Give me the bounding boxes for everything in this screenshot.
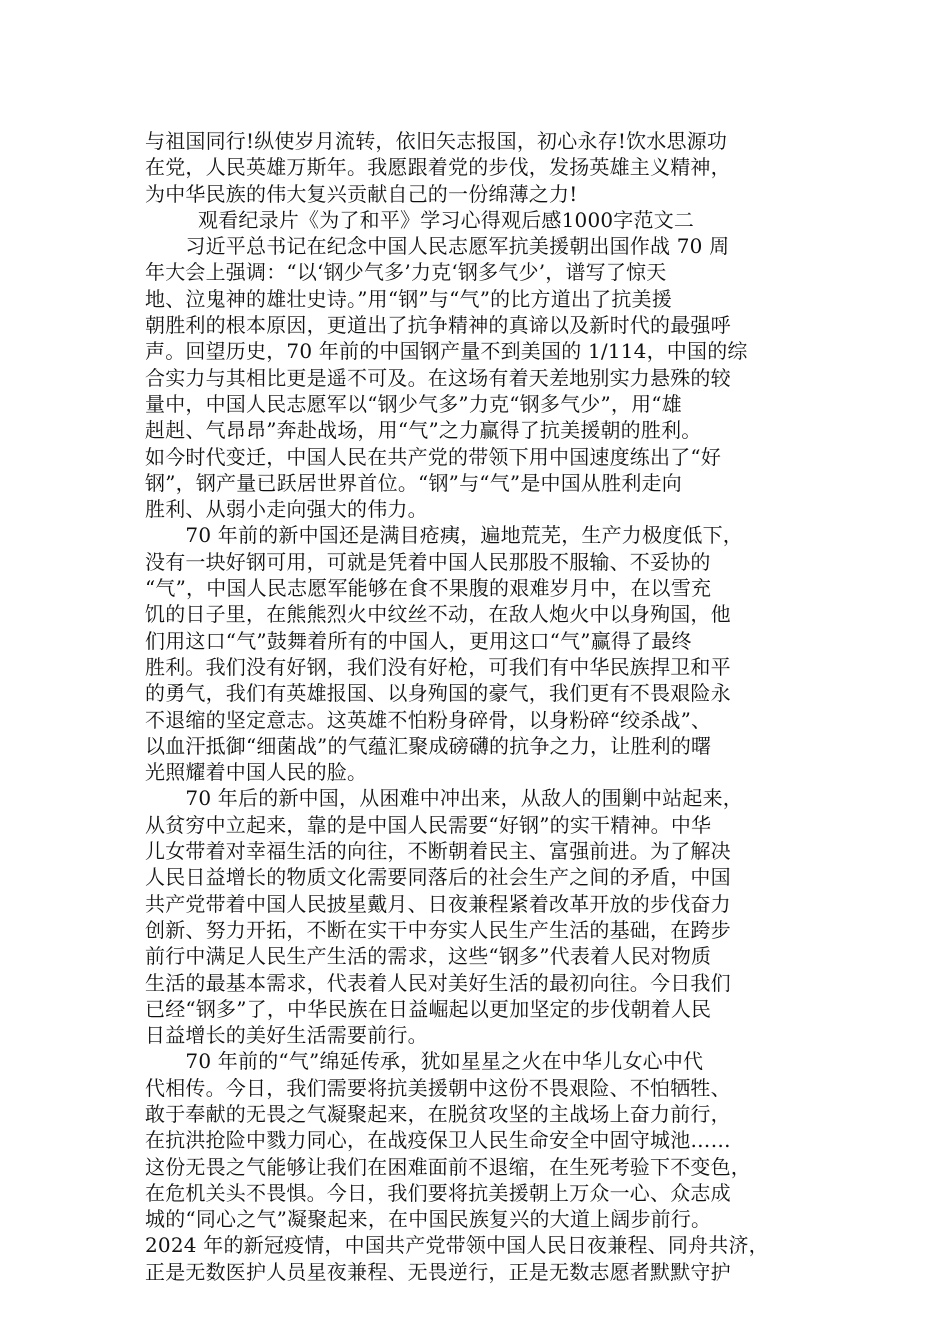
text-line: 70 年后的新中国，从困难中冲出来，从敌人的围剿中站起来， [145,786,744,811]
text-line: 在危机关头不畏惧。今日，我们要将抗美援朝上万众一心、众志成 [145,1180,731,1205]
text-line: 声。回望历史，70 年前的中国钢产量不到美国的 1/114，中国的综 [145,339,748,364]
text-line: 2024 年的新冠疫情，中国共产党带领中国人民日夜兼程、同舟共济， [145,1233,769,1258]
text-line: 如今时代变迁，中国人民在共产党的带领下用中国速度练出了“好 [145,444,722,469]
text-line: 胜利。我们没有好钢，我们没有好枪，可我们有中华民族捍卫和平 [145,654,731,679]
text-line: 城的“同心之气”凝聚起来，在中国民族复兴的大道上阔步前行。 [145,1207,712,1232]
text-line: 量中，中国人民志愿军以“钢少气多”力克“钢多气少”，用“雄 [145,391,682,416]
text-line: 们用这口“气”鼓舞着所有的中国人，更用这口“气”赢得了最终 [145,628,692,653]
text-line: 钢”，钢产量已跃居世界首位。“钢”与“气”是中国从胜利走向 [145,470,682,495]
text-line: 70 年前的“气”绵延传承，犹如星星之火在中华儿女心中代 [145,1049,704,1074]
text-line: 前行中满足人民生产生活的需求，这些“钢多”代表着人民对物质 [145,944,712,969]
text-line: 胜利、从弱小走向强大的伟力。 [145,497,428,522]
text-line: 70 年前的新中国还是满目疮痍，遍地荒芜，生产力极度低下， [145,523,744,548]
text-line: 合实力与其相比更是遥不可及。在这场有着天差地别实力悬殊的较 [145,365,731,390]
text-line: 敢于奉献的无畏之气凝聚起来，在脱贫攻坚的主战场上奋力前行， [145,1101,731,1126]
text-line: 代相传。今日，我们需要将抗美援朝中这份不畏艰险、不怕牺牲、 [145,1075,731,1100]
text-line: 年大会上强调：“以‘钢少气多’力克‘钢多气少’，谱写了惊天 [145,260,667,285]
text-line: 饥的日子里，在熊熊烈火中纹丝不动，在敌人炮火中以身殉国，他 [145,602,731,627]
text-line: 生活的最基本需求，代表着人民对美好生活的最初向往。今日我们 [145,970,731,995]
text-line: 这份无畏之气能够让我们在困难面前不退缩，在生死考验下不变色， [145,1154,751,1179]
text-line: 创新、努力开拓，不断在实干中夯实人民生产生活的基础，在跨步 [145,917,731,942]
body-text [145,233,807,1285]
text-line: 从贫穷中立起来，靠的是中国人民需要“好钢”的实干精神。中华 [145,812,712,837]
text-line: “气”，中国人民志愿军能够在食不果腹的艰难岁月中，在以雪充 [145,576,712,601]
text-line: 在抗洪抢险中戮力同心，在战疫保卫人民生命安全中固守城池…… [145,1128,731,1153]
text-line: 朝胜利的根本原因，更道出了抗争精神的真谛以及新时代的最强呼 [145,313,731,338]
text-line: 习近平总书记在纪念中国人民志愿军抗美援朝出国作战 70 周 [145,234,730,259]
text-line: 在党，人民英雄万斯年。我愿跟着党的步伐，发扬英雄主义精神， [145,155,731,180]
text-line: 地、泣鬼神的雄壮史诗。”用“钢”与“气”的比方道出了抗美援 [145,286,672,311]
text-line: 人民日益增长的物质文化需要同落后的社会生产之间的矛盾，中国 [145,865,731,890]
text-line: 赳赳、气昂昂”奔赴战场，用“气”之力赢得了抗美援朝的胜利。 [145,418,702,443]
text-line: 共产党带着中国人民披星戴月、日夜兼程紧着改革开放的步伐奋力 [145,891,731,916]
text-line: 已经“钢多”了，中华民族在日益崛起以更加坚定的步伐朝着人民 [145,996,712,1021]
text-line: 为中华民族的伟大复兴贡献自己的一份绵薄之力! [145,181,578,206]
text-line: 以血汗抵御“细菌战”的气蕴汇聚成磅礴的抗争之力，让胜利的曙 [145,733,712,758]
intro-paragraph [145,128,807,207]
text-line: 日益增长的美好生活需要前行。 [145,1023,428,1048]
text-line: 正是无数医护人员星夜兼程、无畏逆行，正是无数志愿者默默守护 [145,1259,731,1284]
text-line: 没有一块好钢可用，可就是凭着中国人民那股不服输、不妥协的 [145,549,711,574]
text-line: 的勇气，我们有英雄报国、以身殉国的豪气，我们更有不畏艰险永 [145,681,731,706]
text-line: 不退缩的坚定意志。这英雄不怕粉身碎骨，以身粉碎“绞杀战”、 [145,707,712,732]
text-line: 儿女带着对幸福生活的向往，不断朝着民主、富强前进。为了解决 [145,839,731,864]
section-subtitle: 观看纪录片《为了和平》学习心得观后感1000字范文二 [198,207,695,232]
document-page [145,128,807,1285]
text-line: 光照耀着中国人民的脸。 [145,760,368,785]
text-line: 与祖国同行!纵使岁月流转，依旧矢志报国，初心永存!饮水思源功 [145,129,728,153]
